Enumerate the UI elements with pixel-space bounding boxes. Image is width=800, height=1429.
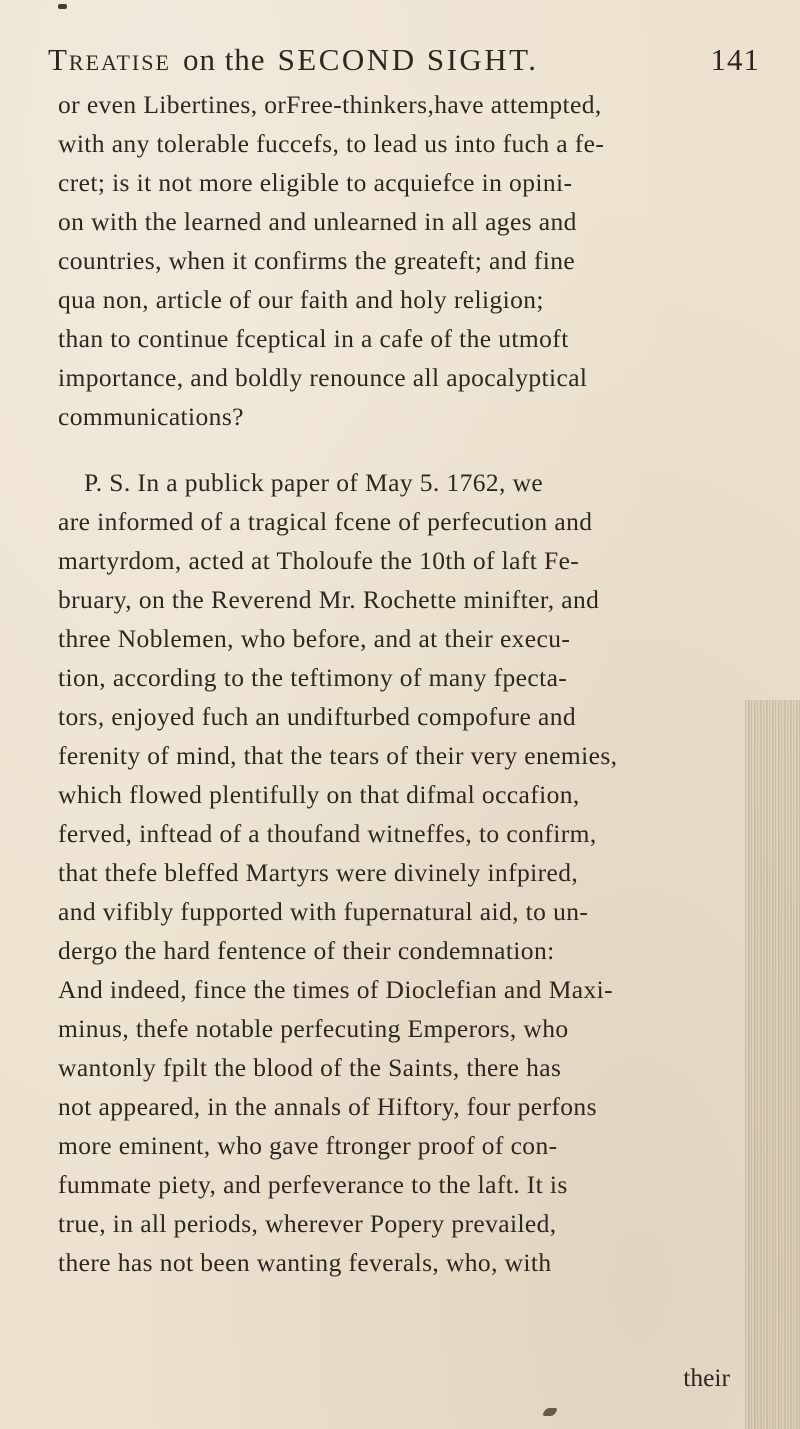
- text-line: countries, when it confirms the greateft; and fine: [58, 246, 576, 275]
- text-line: there has not been wanting feverals, who, with: [58, 1248, 552, 1277]
- text-line: And indeed, fince the times of Dioclefian and Maxi-: [58, 975, 614, 1004]
- header-subject: SECOND SIGHT.: [277, 42, 539, 77]
- text-line: than to continue fceptical in a cafe of the utmoft: [58, 324, 569, 353]
- text-line: that thefe bleffed Martyrs were divinely infpired,: [58, 858, 579, 887]
- text-line: qua non, article of our faith and holy religion;: [58, 285, 544, 314]
- text-line: not appeared, in the annals of Hiftory, four perfons: [58, 1092, 597, 1121]
- text-line: with any tolerable fuccefs, to lead us into fuch a fe-: [58, 129, 605, 158]
- text-line: wantonly fpilt the blood of the Saints, there has: [58, 1053, 562, 1082]
- page-number: 141: [710, 42, 760, 77]
- text-line: ferved, inftead of a thoufand witneffes, to confirm,: [58, 819, 597, 848]
- text-line: and vifibly fupported with fupernatural aid, to un-: [58, 897, 589, 926]
- text-line: are informed of a tragical fcene of perfecution and: [58, 507, 593, 536]
- text-line: fummate piety, and perfeverance to the laft. It is: [58, 1170, 568, 1199]
- text-line: which flowed plentifully on that difmal occafion,: [58, 780, 580, 809]
- text-line: tion, according to the teftimony of many fpecta-: [58, 663, 568, 692]
- text-line: importance, and boldly renounce all apocalyptical: [58, 363, 588, 392]
- text-line: bruary, on the Reverend Mr. Rochette minifter, and: [58, 585, 600, 614]
- text-line: more eminent, who gave ftronger proof of con-: [58, 1131, 558, 1160]
- text-line: P. S. In a publick paper of May 5. 1762, we: [84, 468, 544, 497]
- text-line: martyrdom, acted at Tholoufe the 10th of laft Fe-: [58, 546, 580, 575]
- text-line: true, in all periods, wherever Popery prevailed,: [58, 1209, 557, 1238]
- text-line: three Noblemen, who before, and at their execu-: [58, 624, 571, 653]
- text-line: on with the learned and unlearned in all ages and: [58, 207, 577, 236]
- ink-mark: [58, 4, 67, 9]
- text-line: ferenity of mind, that the tears of their very enemies,: [58, 741, 618, 770]
- text-line: or even Libertines, orFree-thinkers,have attempted,: [58, 90, 602, 119]
- text-line: communications?: [58, 402, 244, 431]
- text-line: dergo the hard fentence of their condemnation:: [58, 936, 555, 965]
- text-line: cret; is it not more eligible to acquiefce in opini-: [58, 168, 573, 197]
- catchword: their: [683, 1363, 730, 1392]
- header-connector: on the: [182, 42, 266, 77]
- running-header: [48, 42, 760, 82]
- header-title: Treatise: [48, 42, 171, 77]
- text-line: tors, enjoyed fuch an undifturbed compofure and: [58, 702, 577, 731]
- text-line: minus, thefe notable perfecuting Emperors, who: [58, 1014, 569, 1043]
